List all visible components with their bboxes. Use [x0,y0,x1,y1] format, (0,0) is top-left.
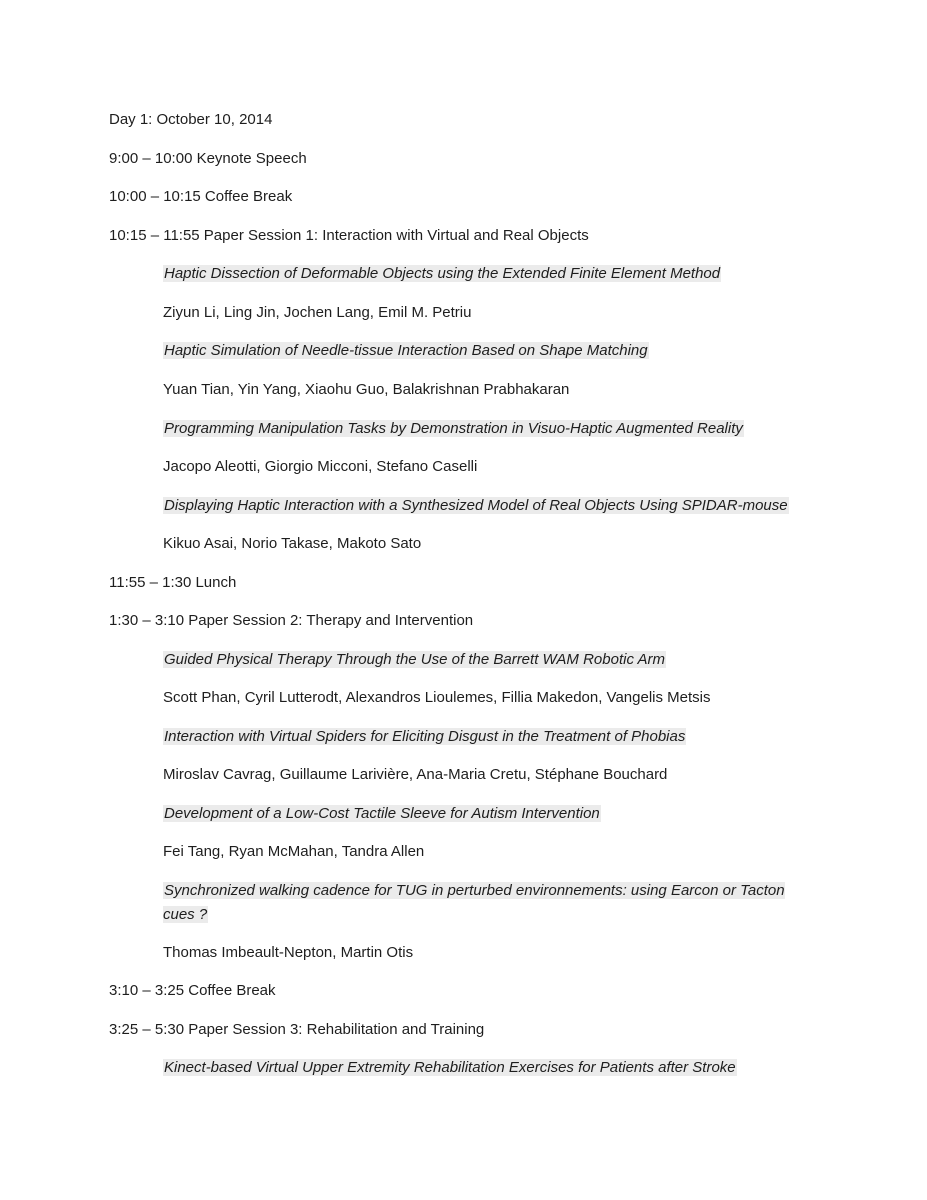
paper-authors-5: Scott Phan, Cyril Lutterodt, Alexandros Lioulemes, Fillia Makedon, Vangelis Metsis [163,689,711,706]
paper-title-text: Development of a Low-Cost Tactile Sleeve for Autism Intervention [164,805,600,822]
paper-authors-3: Jacopo Aleotti, Giorgio Micconi, Stefano Caselli [163,458,478,475]
paper-title-text: Programming Manipulation Tasks by Demonstration in Visuo-Haptic Augmented Reality [164,420,743,437]
paper-title-text: Guided Physical Therapy Through the Use of the Barrett WAM Robotic Arm [164,651,666,668]
paper-title-text: Displaying Haptic Interaction with a Synthesized Model of Real Objects Using SPIDAR-mouse [164,497,788,514]
schedule-slot-session-2: 1:30 – 3:10 Paper Session 2: Therapy and Intervention [109,612,474,629]
schedule-slot-session-1: 10:15 – 11:55 Paper Session 1: Interaction with Virtual and Real Objects [109,227,589,244]
paper-authors-7: Fei Tang, Ryan McMahan, Tandra Allen [163,843,425,860]
paper-authors-4: Kikuo Asai, Norio Takase, Makoto Sato [163,535,422,552]
paper-title-text: Haptic Simulation of Needle-tissue Interaction Based on Shape Matching [164,342,648,359]
schedule-slot-coffee-break-2: 3:10 – 3:25 Coffee Break [109,982,276,999]
paper-title-6 [163,726,686,748]
paper-authors-2: Yuan Tian, Yin Yang, Xiaohu Guo, Balakrishnan Prabhakaran [163,381,570,398]
paper-title-4 [163,495,789,517]
paper-title-8 [163,879,789,927]
paper-title-9 [163,1057,737,1079]
schedule-slot-keynote: 9:00 – 10:00 Keynote Speech [109,150,307,167]
schedule-slot-coffee-break: 10:00 – 10:15 Coffee Break [109,188,293,205]
day-heading: Day 1: October 10, 2014 [109,111,273,128]
paper-authors-1: Ziyun Li, Ling Jin, Jochen Lang, Emil M. Petriu [163,304,472,321]
schedule-slot-session-3: 3:25 – 5:30 Paper Session 3: Rehabilitation and Training [109,1021,485,1038]
schedule-slot-lunch: 11:55 – 1:30 Lunch [109,574,237,591]
paper-title-7 [163,803,601,825]
paper-title-text: Interaction with Virtual Spiders for Eliciting Disgust in the Treatment of Phobias [164,728,686,745]
paper-title-text: Haptic Dissection of Deformable Objects using the Extended Finite Element Method [164,265,721,282]
paper-title-text: Kinect-based Virtual Upper Extremity Rehabilitation Exercises for Patients after Stroke [164,1059,736,1076]
paper-title-2 [163,340,649,362]
paper-title-1 [163,263,721,285]
paper-title-text: Synchronized walking cadence for TUG in perturbed environnements: using Earcon or Tacton cues ? [163,882,785,923]
paper-title-3 [163,418,744,440]
paper-authors-8: Thomas Imbeault-Nepton, Martin Otis [163,944,414,961]
paper-authors-6: Miroslav Cavrag, Guillaume Larivière, Ana-Maria Cretu, Stéphane Bouchard [163,766,668,783]
paper-title-5 [163,649,666,671]
